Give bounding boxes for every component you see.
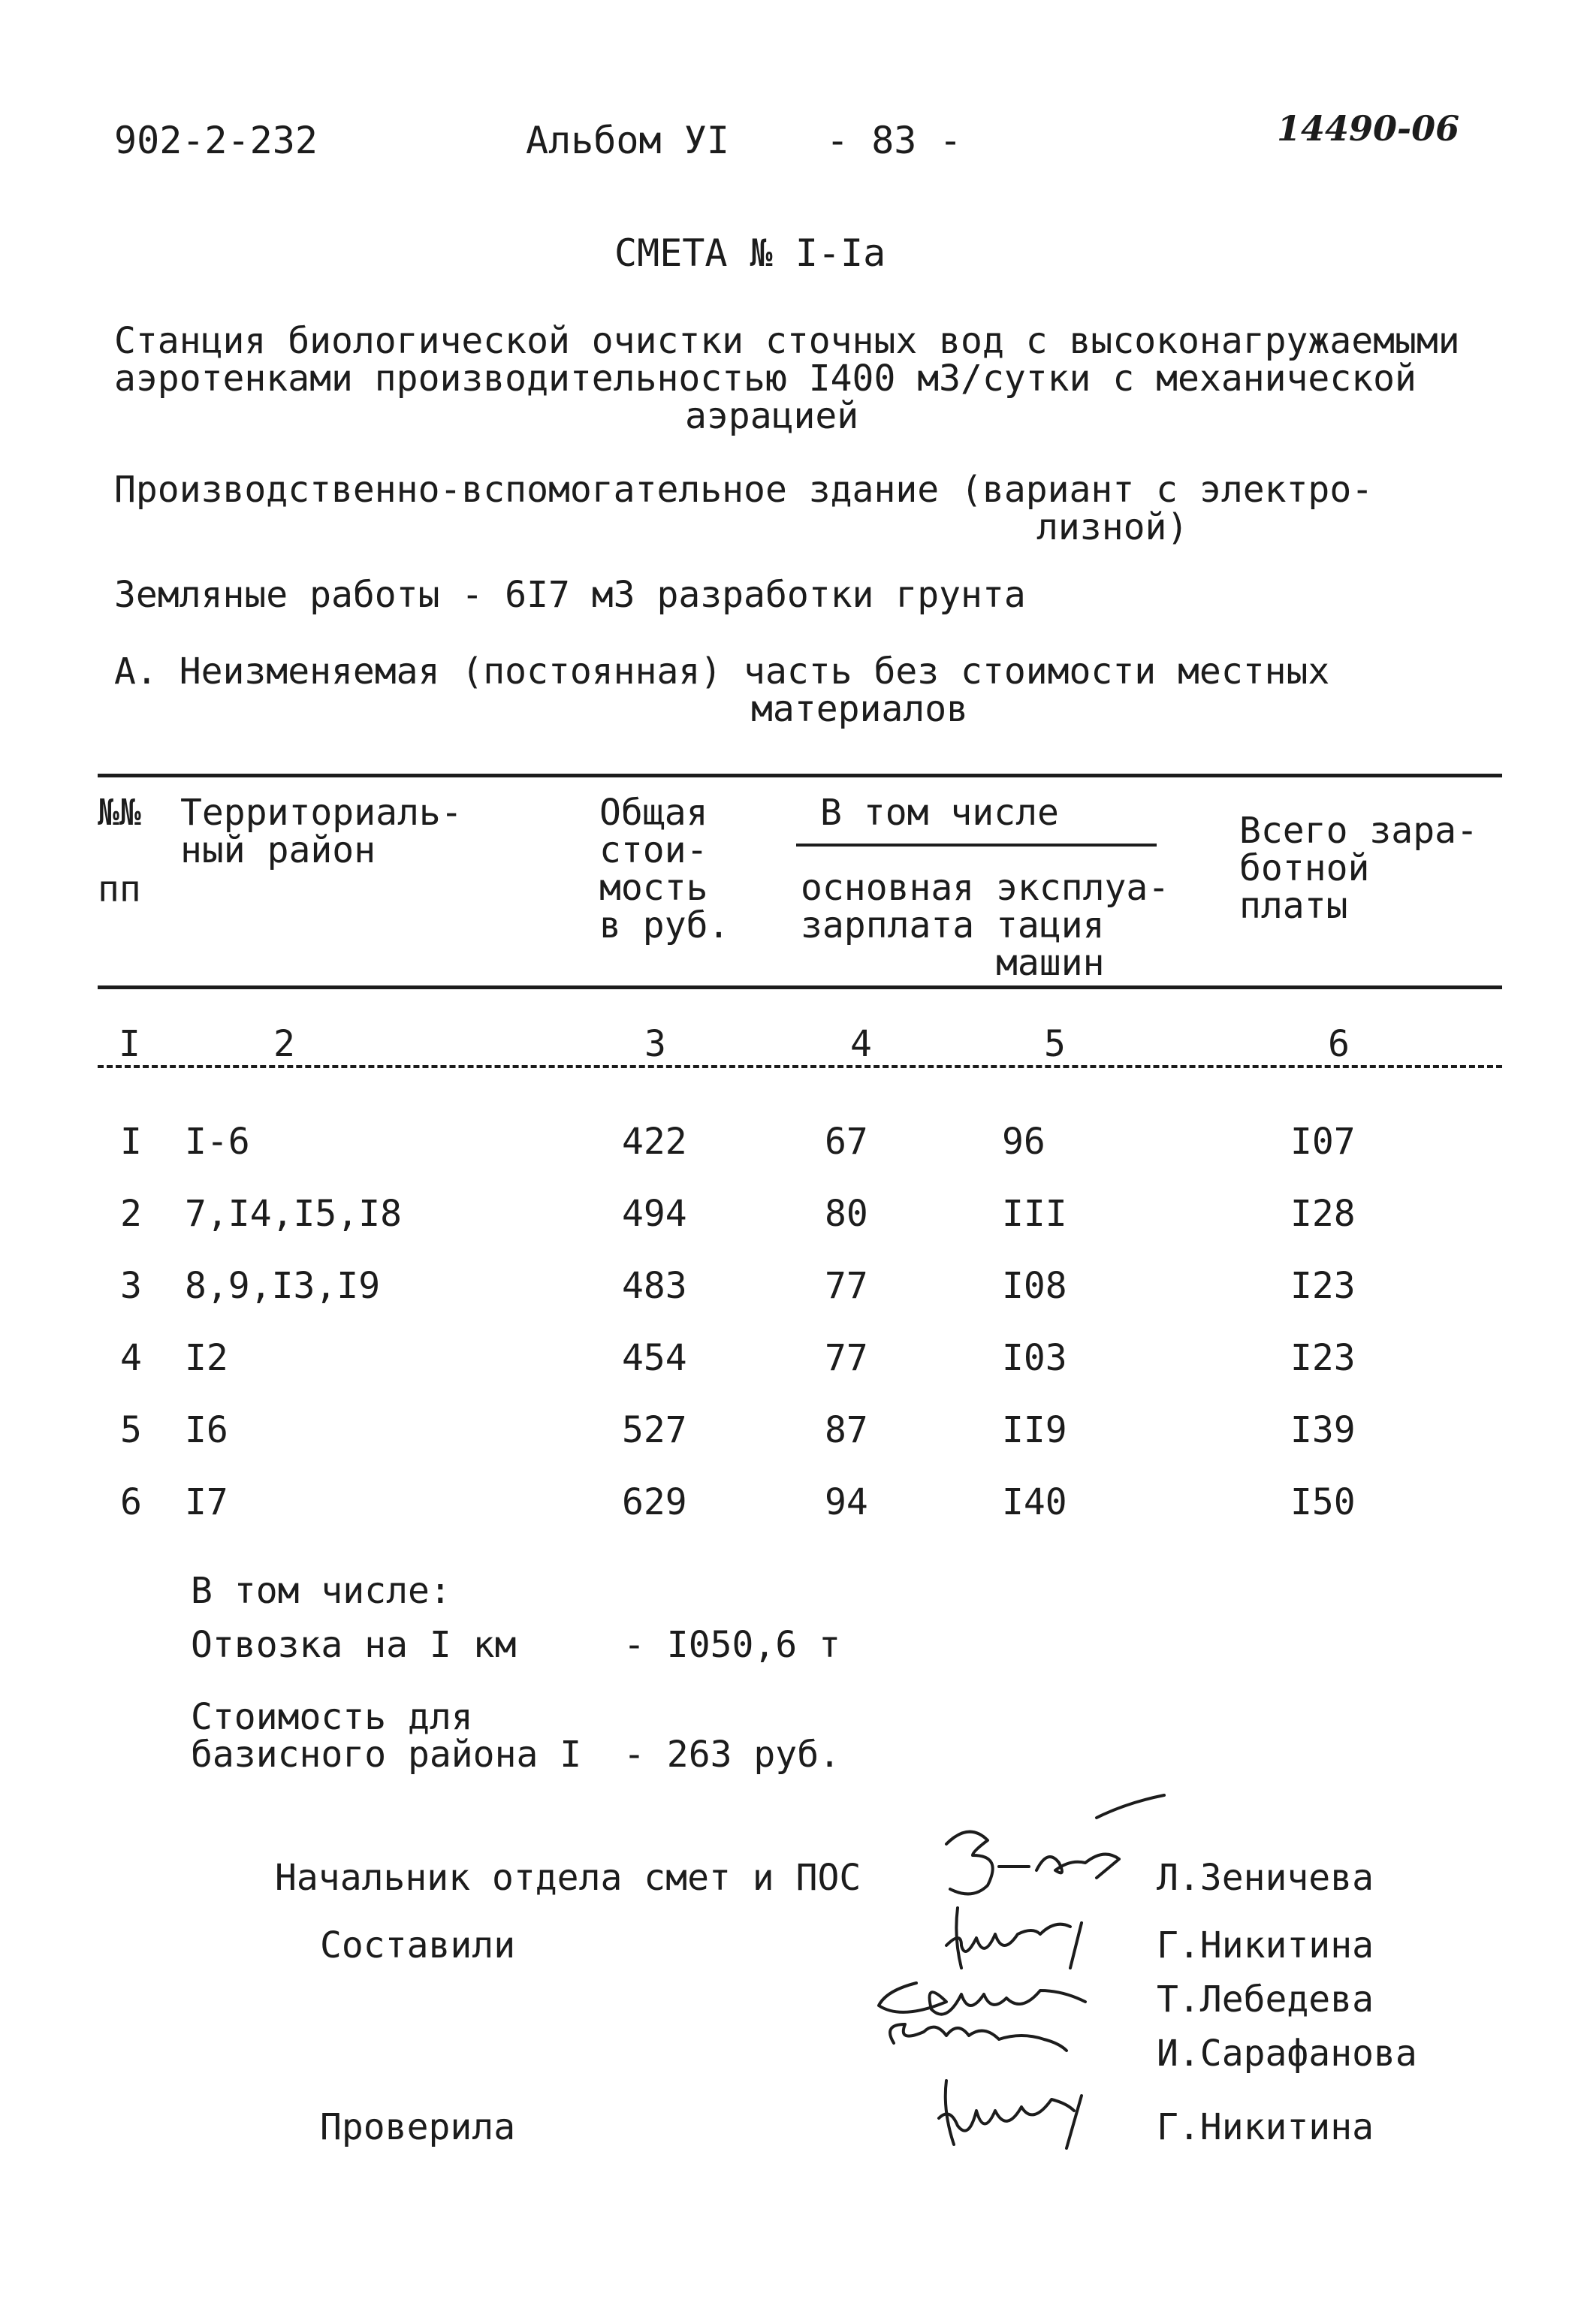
- compiler-name-2: Т.Лебедева: [1157, 1978, 1374, 2021]
- table-header-bottom-rule: [98, 985, 1502, 989]
- compiler-name-3: И.Сарафанова: [1157, 2033, 1417, 2075]
- row-base-wages: 77: [825, 1337, 868, 1379]
- part-line-1: А. Неизменяемая (постоянная) часть без стоимости местных: [114, 650, 1330, 693]
- header-total-line-4: в руб.: [599, 904, 730, 946]
- column-number: 3: [644, 1023, 666, 1065]
- table-top-rule: [98, 774, 1502, 777]
- header-all-wages-line-1: Всего зара-: [1239, 810, 1478, 852]
- checker-name: Г.Никитина: [1157, 2106, 1374, 2148]
- cost-label-line-1: Стоимость для: [191, 1696, 473, 1738]
- chief-role: Начальник отдела смет и ПОС: [275, 1857, 861, 1899]
- row-total-cost: 483: [622, 1265, 687, 1307]
- description-line-1: Станция биологической очистки сточных вод с высоконагружаемыми: [114, 320, 1460, 362]
- row-district: I2: [185, 1337, 228, 1379]
- row-machine-operation: II9: [1002, 1409, 1067, 1451]
- row-number: 4: [120, 1337, 142, 1379]
- row-district: I7: [185, 1481, 228, 1523]
- chief-name: Л.Зеничева: [1157, 1857, 1374, 1899]
- row-number: 3: [120, 1265, 142, 1307]
- earthworks-line: Земляные работы - 6I7 м3 разработки грунта: [114, 574, 1026, 616]
- header-machines-line-1: эксплуа-: [996, 867, 1170, 909]
- column-number: 5: [1044, 1023, 1066, 1065]
- row-total-wages: I28: [1290, 1193, 1356, 1235]
- row-machine-operation: I08: [1002, 1265, 1067, 1307]
- header-machines-line-3: машин: [996, 942, 1105, 984]
- building-line-1: Производственно-вспомогательное здание (вариант с электро-: [114, 469, 1374, 511]
- notes-including: В том числе:: [191, 1570, 451, 1612]
- description-line-3: аэрацией: [685, 395, 859, 437]
- row-total-cost: 494: [622, 1193, 687, 1235]
- compiled-role: Составили: [320, 1924, 516, 1966]
- building-line-2: лизной): [1036, 506, 1189, 548]
- header-number-line-2: пп: [98, 868, 141, 910]
- row-district: 7,I4,I5,I8: [185, 1193, 402, 1235]
- album-label: Альбом УI: [526, 119, 729, 162]
- page-title: СМЕТА № I-Iа: [614, 231, 886, 275]
- row-total-wages: I23: [1290, 1337, 1356, 1379]
- header-district-line-1: Территориаль-: [180, 792, 463, 834]
- doc-code: 902-2-232: [114, 119, 318, 162]
- description-line-2: аэротенками производительностью I400 м3/сутки с механической: [114, 358, 1417, 400]
- row-total-wages: I23: [1290, 1265, 1356, 1307]
- row-total-wages: I39: [1290, 1409, 1356, 1451]
- column-number: 6: [1328, 1023, 1350, 1065]
- haul-label: Отвозка на I км: [191, 1624, 517, 1666]
- cost-value: - 263 руб.: [623, 1734, 840, 1776]
- header-wages-line-1: основная: [801, 867, 975, 909]
- compiler-name-1: Г.Никитина: [1157, 1924, 1374, 1966]
- row-total-cost: 422: [622, 1121, 687, 1163]
- row-number: 6: [120, 1481, 142, 1523]
- row-total-cost: 454: [622, 1337, 687, 1379]
- column-numbers-dashed-rule: [98, 1065, 1502, 1068]
- row-district: 8,9,I3,I9: [185, 1265, 381, 1307]
- row-district: I-6: [185, 1121, 250, 1163]
- header-district-line-2: ный район: [180, 829, 376, 871]
- row-machine-operation: I40: [1002, 1481, 1067, 1523]
- part-line-2: материалов: [751, 688, 968, 730]
- row-total-cost: 629: [622, 1481, 687, 1523]
- header-group-label: В том числе: [820, 792, 1059, 834]
- compilers-signatures: [871, 1893, 1164, 2073]
- column-number: 2: [273, 1023, 295, 1065]
- row-base-wages: 94: [825, 1481, 868, 1523]
- row-total-wages: I07: [1290, 1121, 1356, 1163]
- row-number: 2: [120, 1193, 142, 1235]
- header-wages-line-2: зарплата: [801, 904, 975, 946]
- header-total-line-1: Общая: [599, 792, 708, 834]
- row-machine-operation: III: [1002, 1193, 1067, 1235]
- header-total-line-2: стои-: [599, 829, 708, 871]
- header-all-wages-line-2: ботной: [1239, 847, 1370, 889]
- header-number-line-1: №№: [98, 792, 141, 834]
- group-header-rule: [796, 844, 1157, 847]
- header-all-wages-line-3: платы: [1239, 885, 1348, 927]
- row-district: I6: [185, 1409, 228, 1451]
- row-base-wages: 80: [825, 1193, 868, 1235]
- haul-value: - I050,6 т: [623, 1624, 840, 1666]
- row-machine-operation: 96: [1002, 1121, 1045, 1163]
- row-number: I: [120, 1121, 142, 1163]
- row-base-wages: 87: [825, 1409, 868, 1451]
- checked-role: Проверила: [320, 2106, 516, 2148]
- row-base-wages: 77: [825, 1265, 868, 1307]
- checker-signature: [931, 2073, 1157, 2156]
- page-number: - 83 -: [826, 119, 962, 162]
- header-total-line-3: мость: [599, 867, 708, 909]
- row-number: 5: [120, 1409, 142, 1451]
- row-base-wages: 67: [825, 1121, 868, 1163]
- row-machine-operation: I03: [1002, 1337, 1067, 1379]
- cost-label-line-2: базисного района I: [191, 1734, 582, 1776]
- inventory-number: 14490-06: [1277, 108, 1460, 149]
- row-total-wages: I50: [1290, 1481, 1356, 1523]
- header-machines-line-2: тация: [996, 904, 1105, 946]
- chief-signature: [924, 1799, 1164, 1897]
- column-number: 4: [850, 1023, 872, 1065]
- row-total-cost: 527: [622, 1409, 687, 1451]
- column-number: I: [119, 1023, 140, 1065]
